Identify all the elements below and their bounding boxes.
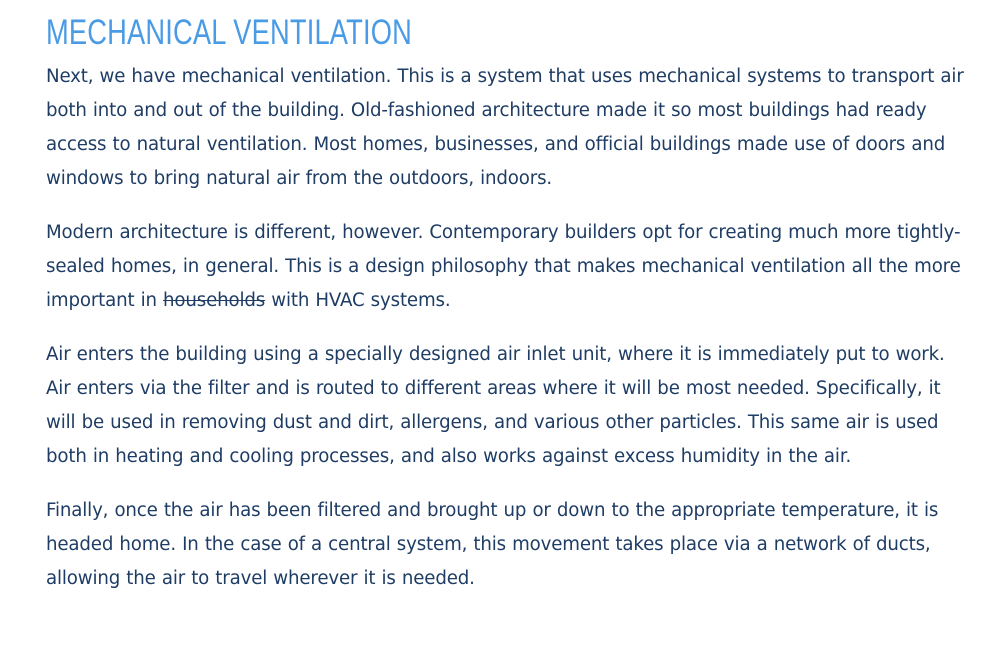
paragraph-modern-architecture	[46, 216, 966, 318]
paragraph-distribution: Finally, once the air has been filtered and brought up or down to the appropriate temperature, it is headed home. In the case of a central system, this movement takes place via a network of ducts, allowing the air to travel wherever it is needed.	[46, 500, 939, 589]
section-heading: MECHANICAL VENTILATION	[46, 13, 412, 52]
paragraph-air-inlet: Air enters the building using a specially designed air inlet unit, where it is immediately put to work. Air enters via the filter and is routed to different areas where it will be most needed. Specifically, it will be used in removing dust and dirt, allergens, and various other particles. This same air is used both in heating and cooling processes, and also works against excess humidity in the air.	[46, 344, 945, 467]
struck-word: households	[163, 290, 266, 311]
paragraph-intro: Next, we have mechanical ventilation. This is a system that uses mechanical systems to transport air both into and out of the building. Old-fashioned architecture made it so most buildings had ready access to natural ventilation. Most homes, businesses, and official buildings made use of doors and windows to bring natural air from the outdoors, indoors.	[46, 66, 964, 189]
article-section	[46, 10, 966, 616]
paragraph-text: with HVAC systems.	[265, 290, 451, 311]
paragraph-text: Modern architecture is different, however. Contemporary builders opt for creating much more tightly-sealed homes, in general. This is a design philosophy that makes mechanical ventilation all the more important in	[46, 222, 961, 311]
